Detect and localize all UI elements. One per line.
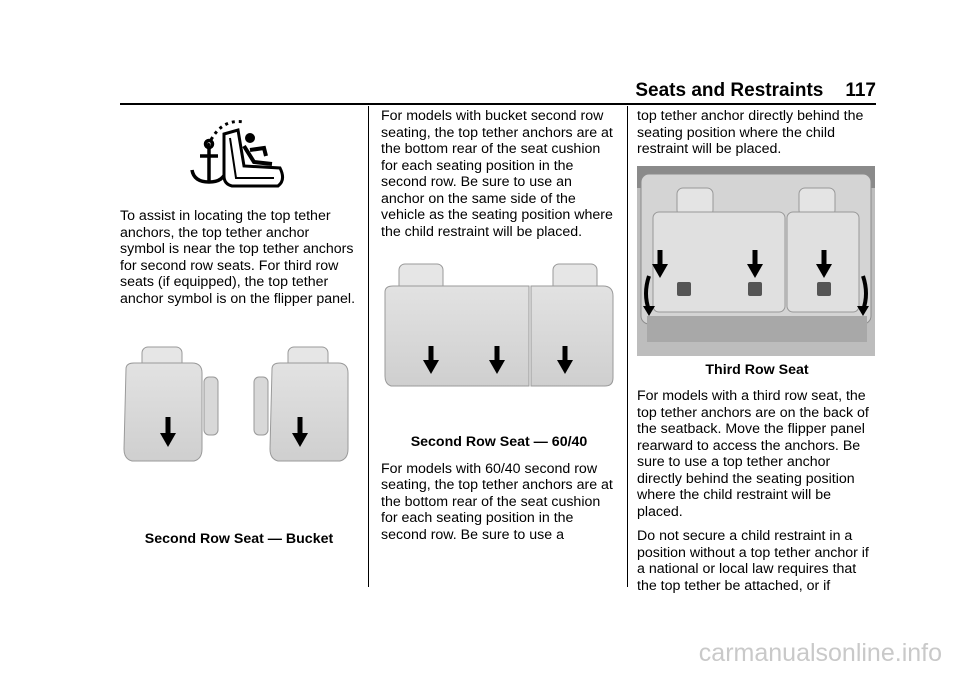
page-number: 117 <box>845 80 876 101</box>
body-text: For models with a third row seat, the top tether anchors are on the back of the seatback. Move the flipper panel rearward to access the anchors. Be sure to use a top tether anchor directly behind the seating position where the child restraint will be placed. <box>637 388 869 520</box>
body-text: Do not secure a child restraint in a position without a top tether anchor if a national or local law requires that the top tether be attached, or if <box>637 528 869 594</box>
anchor-icon <box>192 141 226 183</box>
column-1 <box>120 108 358 548</box>
body-text: For models with 60/40 second row seating, the top tether anchors are at the bottom rear of the seat cushion for each seating position in the second row. Be sure to use a <box>381 460 613 543</box>
column-3 <box>637 108 877 602</box>
bucket-seats-figure <box>120 329 358 519</box>
body-text: To assist in locating the top tether anchors, the top tether anchor symbol is near the top tether anchors for second row seats. For third row seats (if equipped), the top tether anchor symbol is on the flipper panel. <box>120 208 356 307</box>
body-text: top tether anchor directly behind the seating position where the child restraint will be placed. <box>637 108 864 157</box>
top-tether-anchor-symbol <box>120 108 358 208</box>
watermark: carmanualsonline.info <box>698 639 942 667</box>
column-divider-2 <box>627 106 628 587</box>
header-rule <box>120 103 876 105</box>
figure-caption: Third Row Seat <box>705 361 809 378</box>
sixty-forty-seat-figure <box>381 258 617 408</box>
body-text: For models with bucket second row seating, the top tether anchors are at the bottom rear of the seat cushion for each seating position in the second row. Be sure to use an anchor on the same side of the vehicle as the seating position where the child restraint will be placed. <box>381 108 613 240</box>
section-title: Seats and Restraints <box>635 80 824 101</box>
page-header <box>120 80 876 102</box>
figure-caption: Second Row Seat — Bucket <box>144 531 334 547</box>
figure-caption: Second Row Seat — 60/40 <box>410 434 588 450</box>
column-2 <box>381 108 617 551</box>
third-row-seat-figure <box>637 166 875 356</box>
column-divider-1 <box>368 106 369 587</box>
